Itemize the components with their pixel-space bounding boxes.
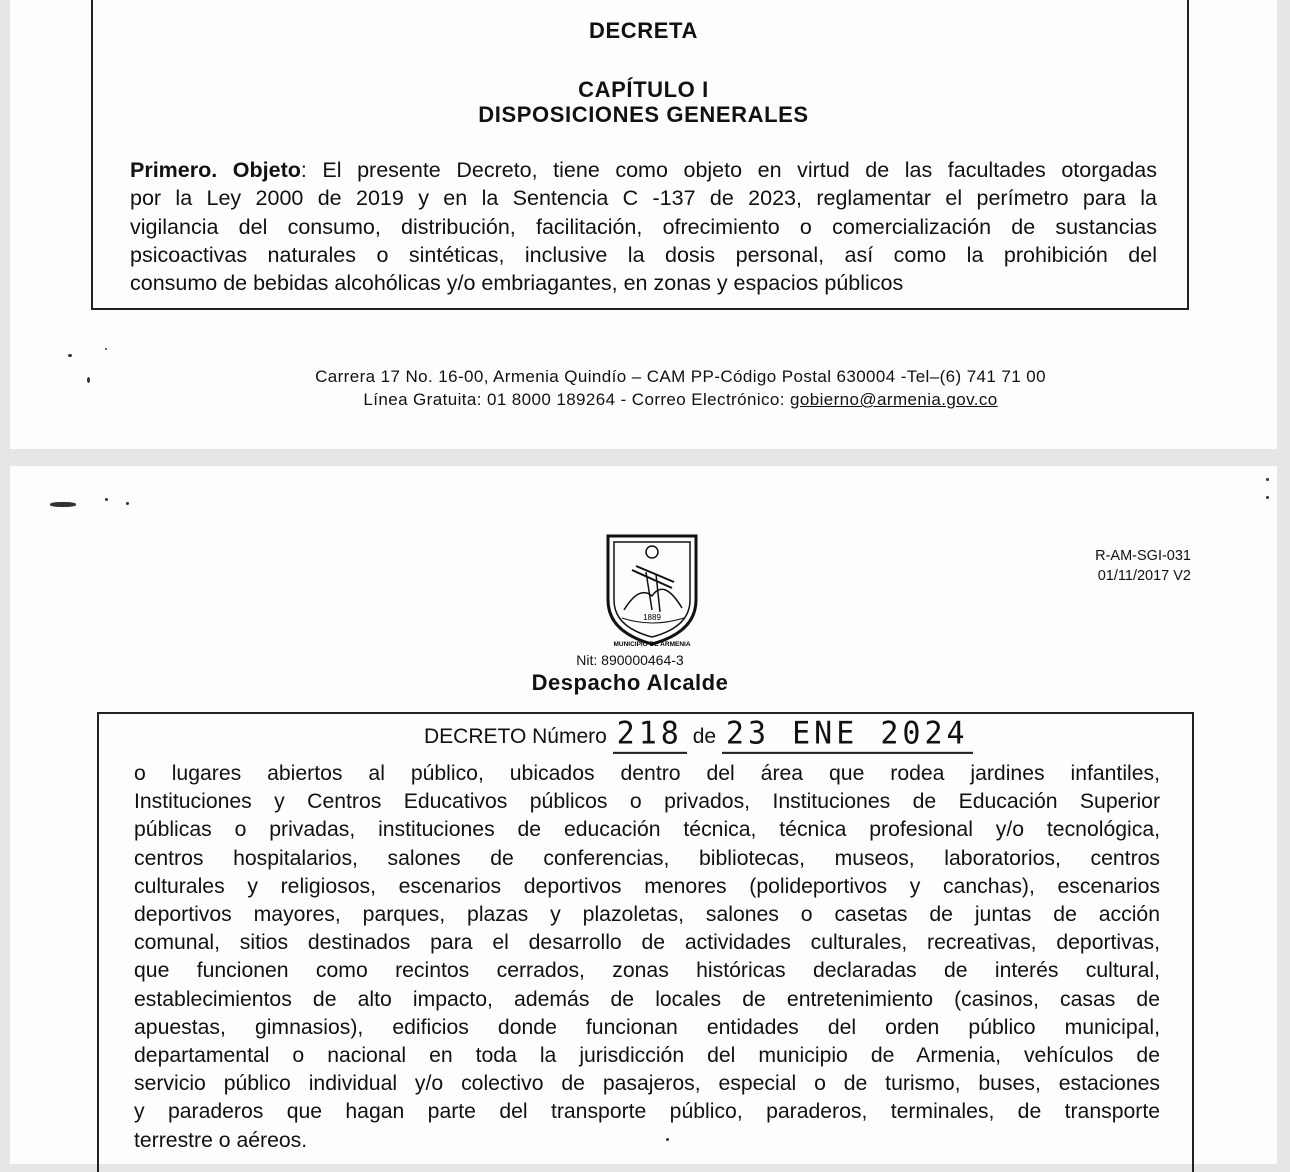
logo-caption: MUNICIPIO DE ARMENIA	[613, 641, 691, 648]
nit-number: Nit: 890000464-3	[576, 652, 684, 668]
decree-date: 23 ENE 2024	[722, 715, 973, 754]
paragraph-line: consumo de bebidas alcohólicas y/o embriagantes, en zonas y espacios públicos	[130, 271, 904, 296]
paragraph-line: comunal, sitios destinados para el desarrollo de actividades culturales, recreativas, deportivas,	[134, 931, 1160, 955]
paragraph-line: Instituciones y Centros Educativos públicos o privados, Instituciones de Educación Superior	[134, 790, 1160, 814]
scan-speck	[87, 377, 90, 383]
paragraph-line: que funcionen como recintos cerrados, zonas históricas declaradas de interés cultural,	[134, 959, 1160, 983]
paragraph-line: deportivos mayores, parques, plazas y plazoletas, salones o casetas de juntas de acción	[134, 903, 1160, 927]
footer-address: Carrera 17 No. 16-00, Armenia Quindío – CAM PP-Código Postal 630004 -Tel–(6) 741 71 00	[315, 367, 1046, 386]
scan-speck	[1266, 496, 1269, 499]
logo-year: 1889	[643, 613, 661, 622]
paragraph-line	[130, 156, 1157, 184]
paragraph-line: apuestas, gimnasios), edificios donde funcionan entidades del orden público municipal,	[134, 1015, 1160, 1039]
scan-speck	[50, 502, 76, 507]
chapter-title: CAPÍTULO I	[578, 77, 709, 102]
paragraph-line: o lugares abiertos al público, ubicados dentro del área que rodea jardines infantiles,	[134, 762, 1160, 785]
paragraph-line: establecimientos de alto impacto, además de locales de entretenimiento (casinos, casas de	[134, 987, 1160, 1011]
decree-number-line	[424, 716, 973, 753]
footer-email-link[interactable]: gobierno@armenia.gov.co	[790, 390, 998, 409]
scan-speck	[105, 348, 107, 350]
paragraph-line: centros hospitalarios, salones de conferencias, bibliotecas, museos, laboratorios, centros	[134, 846, 1160, 870]
paragraph-line: terrestre o aéreos.	[134, 1128, 308, 1152]
paragraph-line: departamental o nacional en toda la jurisdicción del municipio de Armenia, vehículos de	[134, 1044, 1160, 1068]
article-label: Primero. Objeto	[130, 158, 301, 182]
reference-code: R-AM-SGI-031	[1095, 548, 1191, 564]
scan-speck	[666, 1138, 669, 1141]
scan-speck	[1266, 478, 1269, 481]
office-title: Despacho Alcalde	[531, 670, 729, 695]
decreta-heading: DECRETA	[589, 18, 698, 43]
paragraph-line: vigilancia del consumo, distribución, facilitación, ofrecimiento o comercialización de sustancias	[130, 214, 1157, 239]
scan-speck	[126, 502, 129, 505]
decree-number: 218	[613, 715, 687, 754]
article-text: : El presente Decreto, tiene como objeto en virtud de las facultades otorgadas	[300, 158, 1157, 182]
footer-phone: Línea Gratuita: 01 8000 189264 - Correo Electrónico:	[363, 390, 791, 409]
paragraph-line: servicio público individual y/o colectivo de pasajeros, especial o de turismo, buses, estaciones	[134, 1072, 1160, 1096]
article-continuation-paragraph	[134, 760, 1160, 1155]
paragraph-line: y paraderos que hagan parte del transporte público, paraderos, terminales, de transporte	[134, 1100, 1160, 1124]
document-reference	[1095, 546, 1191, 586]
municipal-coat-of-arms-logo	[594, 530, 710, 648]
paragraph-line: psicoactivas naturales o sintéticas, inclusive la dosis personal, así como la prohibición del	[130, 242, 1157, 267]
decree-de: de	[692, 725, 717, 748]
document-page-bottom	[10, 466, 1277, 1164]
document-page-top	[10, 0, 1277, 449]
scan-speck	[68, 354, 72, 357]
paragraph-line: por la Ley 2000 de 2019 y en la Sentencia C -137 de 2023, reglamentar el perímetro para la	[130, 186, 1157, 211]
paragraph-line: públicas o privadas, instituciones de educación técnica, técnica profesional y/o tecnológica,	[134, 818, 1160, 842]
paragraph-line: culturales y religiosos, escenarios deportivos menores (polideportivos y canchas), escenarios	[134, 874, 1160, 898]
decree-label: DECRETO Número	[424, 725, 607, 748]
chapter-subtitle: DISPOSICIONES GENERALES	[478, 102, 809, 127]
footer-contact	[47, 390, 1290, 410]
reference-date: 01/11/2017 V2	[1097, 568, 1191, 584]
article-first-paragraph	[130, 156, 1157, 297]
scan-speck	[105, 498, 108, 501]
